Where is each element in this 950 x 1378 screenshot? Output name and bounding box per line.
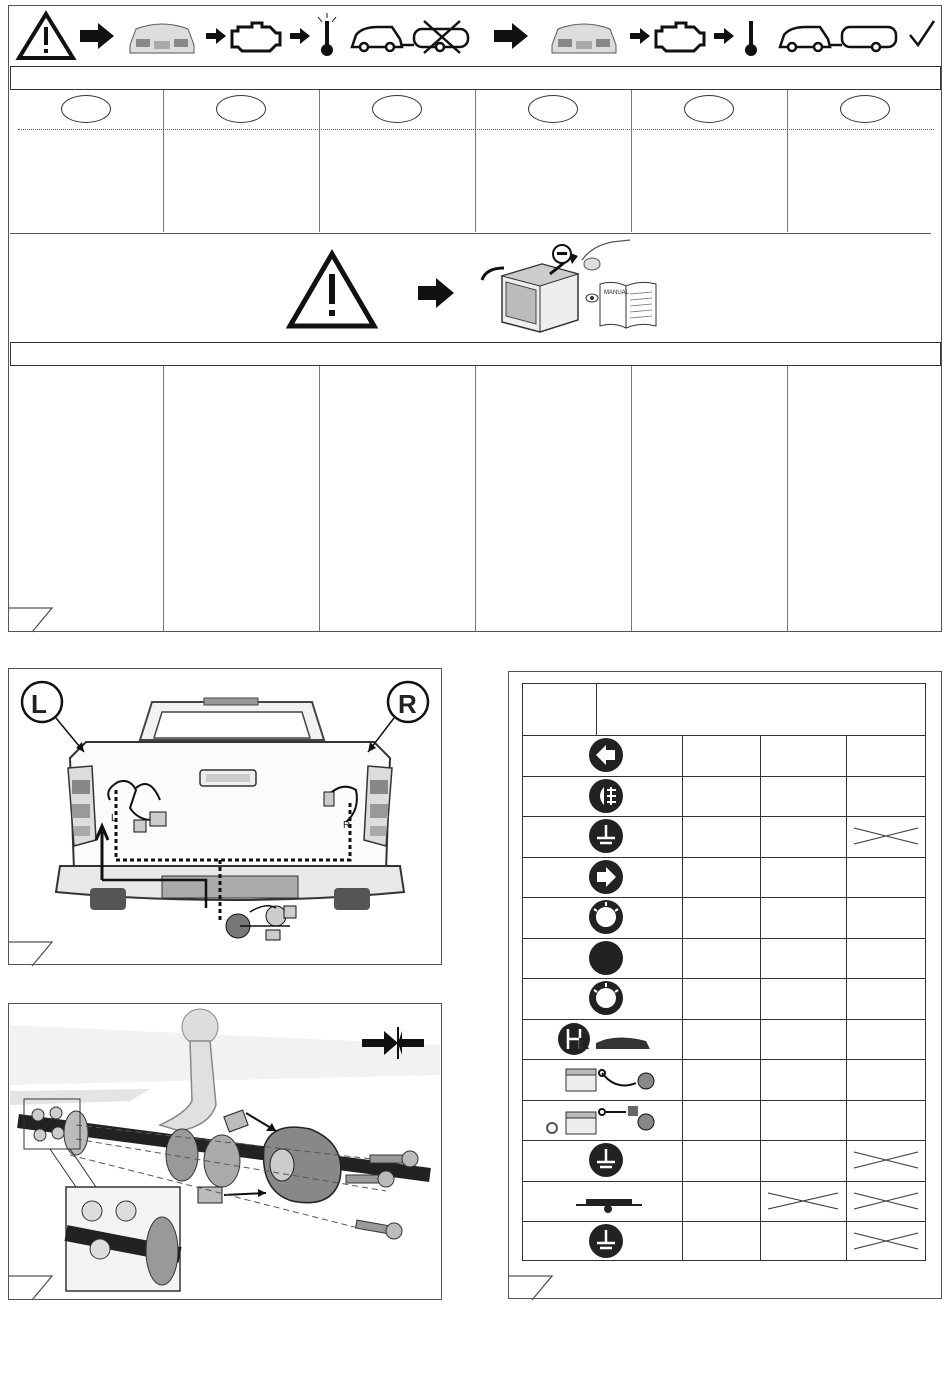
socket-assembly-illustration: [10, 1005, 440, 1297]
page-corner-mark: [508, 1272, 568, 1300]
column-divider: [631, 366, 632, 631]
trailer-detect-icon: [546, 1183, 666, 1219]
car-trailer-crossed-icon: [348, 19, 478, 55]
left-indicator-icon: [588, 737, 624, 773]
car-front-icon: [122, 15, 202, 57]
step-oval: [840, 95, 890, 123]
table-column-divider: [846, 735, 847, 1261]
not-applicable-cross: [854, 1231, 918, 1251]
page-corner-mark: [8, 938, 68, 966]
car-trailer-ok-icon: [776, 17, 936, 55]
page-corner-mark: [8, 1272, 68, 1300]
table-row-rule: [522, 776, 926, 777]
table-row-rule: [522, 897, 926, 898]
tail-light-left-icon: [588, 899, 624, 935]
not-applicable-cross: [854, 826, 918, 846]
table-row-rule: [522, 978, 926, 979]
column-divider: [475, 366, 476, 631]
step-oval: [61, 95, 111, 123]
left-side-marker: L: [31, 689, 47, 719]
column-divider: [631, 90, 632, 232]
thermometer-icon: [312, 13, 342, 57]
step-oval: [528, 95, 578, 123]
thermometer-icon: [736, 17, 766, 57]
battery-ignition-icon: [546, 1102, 666, 1138]
dotted-separator: [18, 129, 934, 130]
engine-icon: [654, 21, 706, 51]
right-connector-tag: R: [343, 820, 351, 831]
right-indicator-icon: [588, 859, 624, 895]
not-applicable-cross: [854, 1191, 918, 1211]
arrow-right-small-icon: [206, 28, 226, 44]
battery-permanent-icon: [546, 1061, 666, 1097]
column-divider: [475, 90, 476, 232]
arrow-right-icon: [80, 23, 114, 49]
step-oval: [684, 95, 734, 123]
engine-icon: [230, 21, 282, 51]
arrow-right-small-icon: [290, 28, 310, 44]
table-row-rule: [522, 1059, 926, 1060]
reverse-gear-label: R: [578, 1036, 590, 1053]
warning-triangle-icon: [286, 250, 378, 330]
arrow-right-icon: [418, 278, 454, 308]
manual-book-icon: [586, 278, 668, 332]
table-column-divider: [760, 735, 761, 1261]
truck-rear-wiring-illustration: [20, 680, 430, 950]
car-front-icon: [544, 15, 624, 57]
ground-icon: [588, 1142, 624, 1178]
not-applicable-cross: [854, 1150, 918, 1170]
step-oval: [216, 95, 266, 123]
column-divider: [163, 366, 164, 631]
ground-icon: [588, 818, 624, 854]
table-row-rule: [522, 857, 926, 858]
column-divider: [319, 90, 320, 232]
arrow-right-small-icon: [714, 28, 734, 44]
section-header-bar: [10, 342, 941, 366]
column-divider: [319, 366, 320, 631]
table-header-rule: [522, 735, 926, 736]
arrow-right-small-icon: [630, 28, 650, 44]
table-row-rule: [522, 938, 926, 939]
warning-strip: [8, 5, 942, 65]
table-row-rule: [522, 1181, 926, 1182]
tail-light-right-icon: [588, 980, 624, 1016]
table-row-rule: [522, 1100, 926, 1101]
table-row-rule: [522, 1140, 926, 1141]
right-side-marker: R: [398, 689, 417, 719]
brake-light-icon: [588, 940, 624, 976]
column-divider: [163, 90, 164, 232]
page-corner-mark: [8, 604, 68, 632]
left-connector-tag: L: [111, 813, 117, 824]
pin-table: [522, 683, 926, 1261]
warning-triangle-icon: [16, 11, 76, 61]
section-divider: [10, 233, 931, 234]
arrow-right-icon: [494, 23, 528, 49]
table-header-divider: [596, 683, 597, 735]
table-column-divider: [682, 735, 683, 1261]
column-divider: [787, 366, 788, 631]
reverse-gear-icon: [546, 1021, 666, 1057]
table-row-rule: [522, 1221, 926, 1222]
section-header-bar: [10, 66, 941, 90]
not-applicable-cross: [768, 1191, 838, 1211]
manual-label: MANUAL: [604, 290, 630, 296]
table-row-rule: [522, 1019, 926, 1020]
ground-icon: [588, 1223, 624, 1259]
table-row-rule: [522, 816, 926, 817]
fog-light-icon: [588, 778, 624, 814]
step-oval: [372, 95, 422, 123]
column-divider: [787, 90, 788, 232]
